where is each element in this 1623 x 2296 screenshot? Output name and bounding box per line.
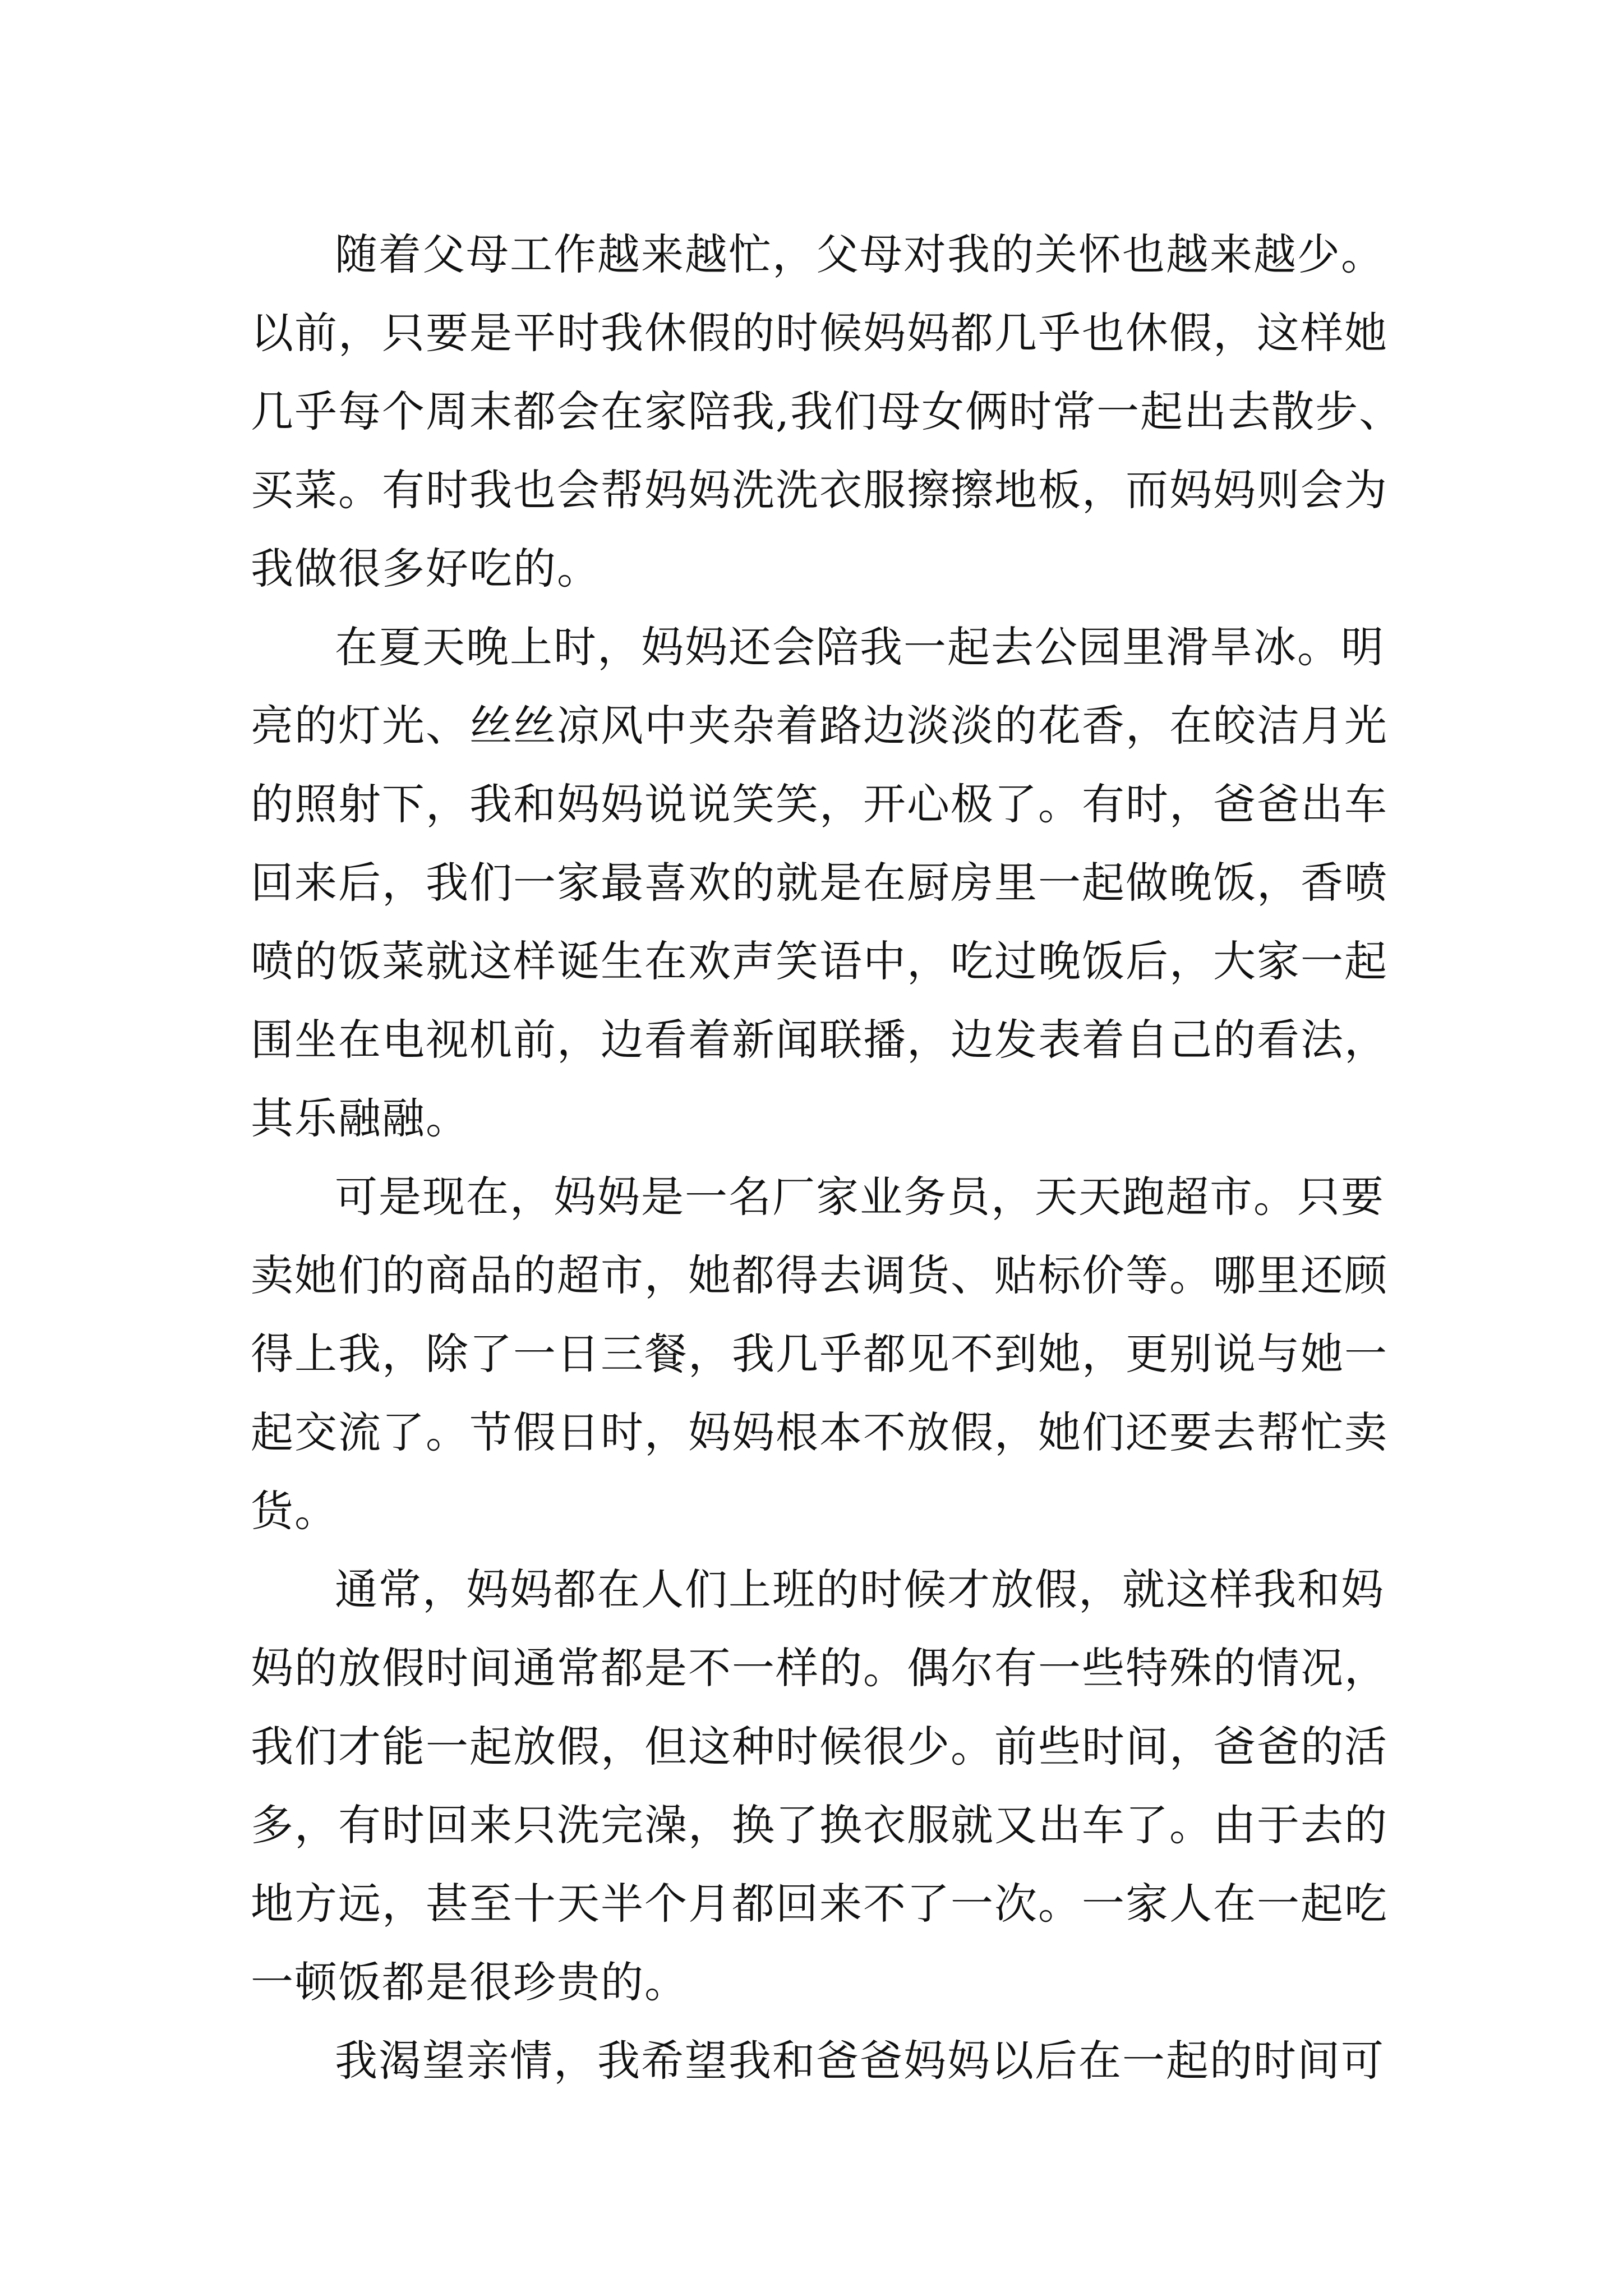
text-line: 通常，妈妈都在人们上班的时候才放假，就这样我和妈 [335,1565,1385,1614]
text-line: 买菜。有时我也会帮妈妈洗洗衣服擦擦地板，而妈妈则会为 [251,465,1388,515]
text-line: 我们才能一起放假，但这种时候很少。前些时间，爸爸的活 [251,1722,1388,1772]
text-line: 起交流了。节假日时，妈妈根本不放假，她们还要去帮忙卖 [251,1407,1388,1457]
text-line: 的照射下，我和妈妈说说笑笑，开心极了。有时，爸爸出车 [251,779,1388,829]
document-body [251,215,1428,2100]
text-line: 我渴望亲情，我希望我和爸爸妈妈以后在一起的时间可 [335,2036,1385,2086]
text-line: 得上我，除了一日三餐，我几乎都见不到她，更别说与她一 [251,1329,1388,1379]
text-line: 以前，只要是平时我休假的时候妈妈都几乎也休假，这样她 [251,308,1388,358]
text-line: 多，有时回来只洗完澡，换了换衣服就又出车了。由于去的 [251,1800,1388,1850]
text-line: 在夏天晚上时，妈妈还会陪我一起去公园里滑旱冰。明 [335,622,1385,672]
text-line: 喷的饭菜就这样诞生在欢声笑语中，吃过晚饭后，大家一起 [251,936,1388,986]
text-line: 可是现在，妈妈是一名厂家业务员，天天跑超市。只要 [335,1172,1385,1222]
text-line: 一顿饭都是很珍贵的。 [251,1957,688,2007]
text-line: 妈的放假时间通常都是不一样的。偶尔有一些特殊的情况， [251,1643,1388,1693]
paragraph-2 [251,608,1428,1158]
paragraph-5 [251,2022,1428,2100]
text-line: 亮的灯光、丝丝凉风中夹杂着路边淡淡的花香，在皎洁月光 [251,701,1388,751]
text-line: 卖她们的商品的超市，她都得去调货、贴标价等。哪里还顾 [251,1250,1388,1300]
text-line: 我做很多好吃的。 [251,544,601,593]
text-line: 回来后，我们一家最喜欢的就是在厨房里一起做晚饭，香喷 [251,858,1388,908]
text-line: 随着父母工作越来越忙，父母对我的关怀也越来越少。 [335,229,1385,279]
text-line: 地方远，甚至十天半个月都回来不了一次。一家人在一起吃 [251,1879,1388,1929]
text-line: 其乐融融。 [251,1093,469,1143]
text-line: 货。 [251,1486,338,1536]
text-line: 几乎每个周末都会在家陪我,我们母女俩时常一起出去散步、 [251,386,1403,436]
paragraph-3 [251,1158,1428,1550]
paragraph-1 [251,215,1428,608]
text-line: 围坐在电视机前，边看着新闻联播，边发表着自己的看法， [251,1015,1388,1065]
paragraph-4 [251,1550,1428,2022]
